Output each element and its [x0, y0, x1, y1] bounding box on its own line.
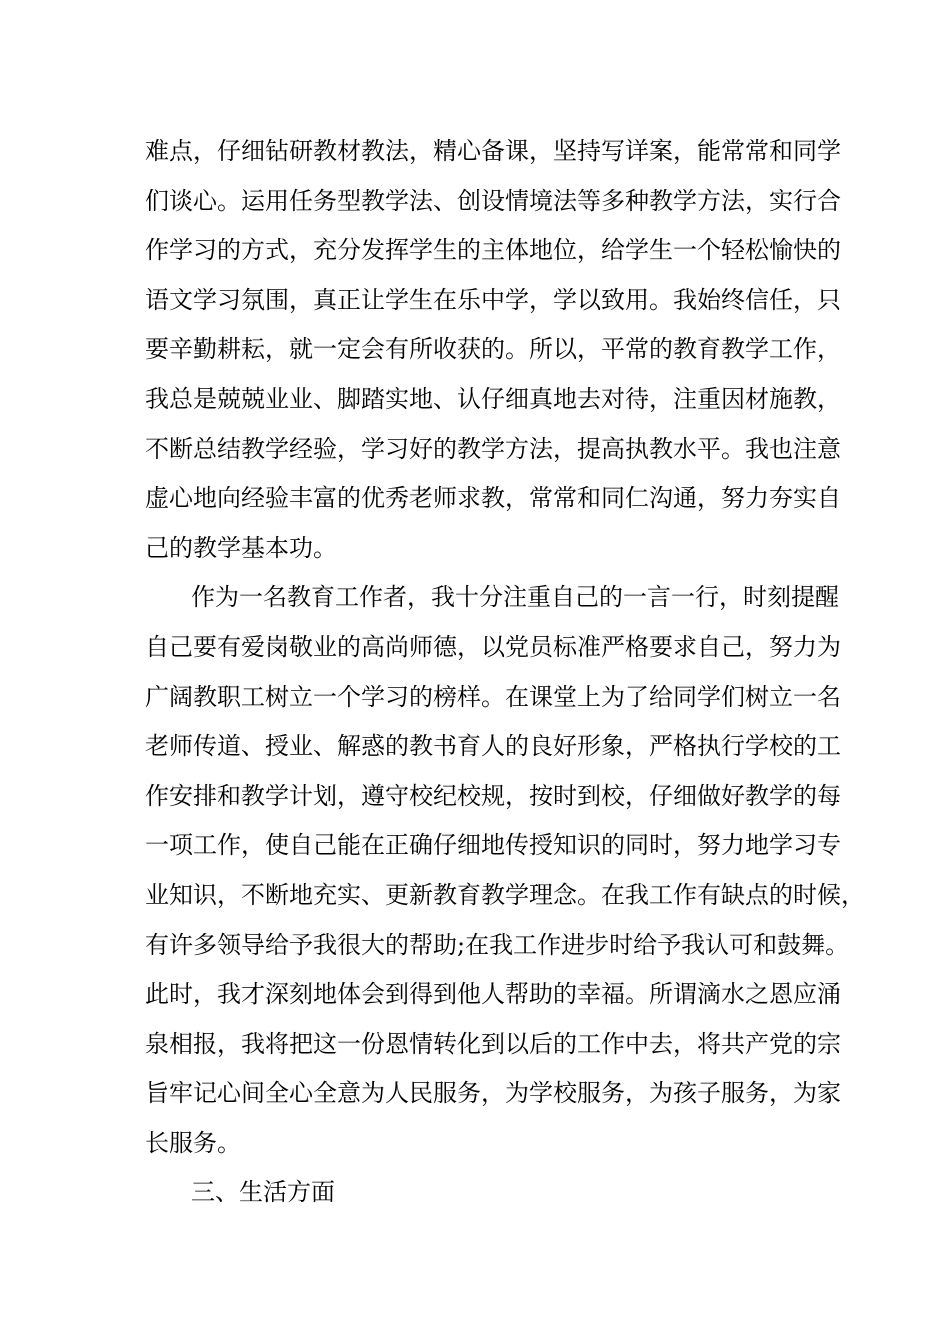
text-line: 一项工作，使自己能在正确仔细地传授知识的同时，努力地学习专	[145, 831, 841, 860]
text-line: 作学习的方式，充分发挥学生的主体地位，给学生一个轻松愉快的	[145, 236, 841, 265]
section-heading: 三、生活方面	[191, 1178, 335, 1207]
paragraph-2	[145, 573, 865, 1168]
text-line: 有许多领导给予我很大的帮助;在我工作进步时给予我认可和鼓舞。	[145, 930, 850, 959]
text-line: 我总是兢兢业业、脚踏实地、认仔细真地去对待，注重因材施教，	[145, 384, 841, 413]
document-body	[145, 127, 865, 1218]
text-line: 作为一名教育工作者，我十分注重自己的一言一行，时刻提醒	[191, 583, 839, 612]
text-line: 作安排和教学计划，遵守校纪校规，按时到校，仔细做好教学的每	[145, 781, 841, 810]
text-line: 旨牢记心间全心全意为人民服务，为学校服务，为孩子服务，为家	[145, 1079, 841, 1108]
text-line: 不断总结教学经验，学习好的教学方法，提高执教水平。我也注意	[145, 434, 841, 463]
text-line: 广阔教职工树立一个学习的榜样。在课堂上为了给同学们树立一名	[145, 682, 841, 711]
text-line: 此时，我才深刻地体会到得到他人帮助的幸福。所谓滴水之恩应涌	[145, 980, 841, 1009]
text-line: 业知识，不断地充实、更新教育教学理念。在我工作有缺点的时候，	[145, 880, 865, 909]
text-line: 们谈心。运用任务型教学法、创设情境法等多种教学方法，实行合	[145, 186, 841, 215]
paragraph-1	[145, 127, 841, 573]
text-line: 要辛勤耕耘，就一定会有所收获的。所以，平常的教育教学工作，	[145, 335, 841, 364]
text-line: 泉相报，我将把这一份恩情转化到以后的工作中去，将共产党的宗	[145, 1029, 841, 1058]
text-line: 难点，仔细钻研教材教法，精心备课，坚持写详案，能常常和同学	[145, 137, 841, 165]
text-line: 语文学习氛围，真正让学生在乐中学，学以致用。我始终信任，只	[145, 285, 841, 314]
text-line: 虚心地向经验丰富的优秀老师求教，常常和同仁沟通，努力夯实自	[145, 484, 841, 513]
text-line: 己的教学基本功。	[145, 533, 337, 562]
text-line: 长服务。	[145, 1128, 241, 1157]
text-line: 老师传道、授业、解惑的教书育人的良好形象，严格执行学校的工	[145, 732, 841, 761]
text-line: 自己要有爱岗敬业的高尚师德，以党员标准严格要求自己，努力为	[145, 632, 841, 661]
